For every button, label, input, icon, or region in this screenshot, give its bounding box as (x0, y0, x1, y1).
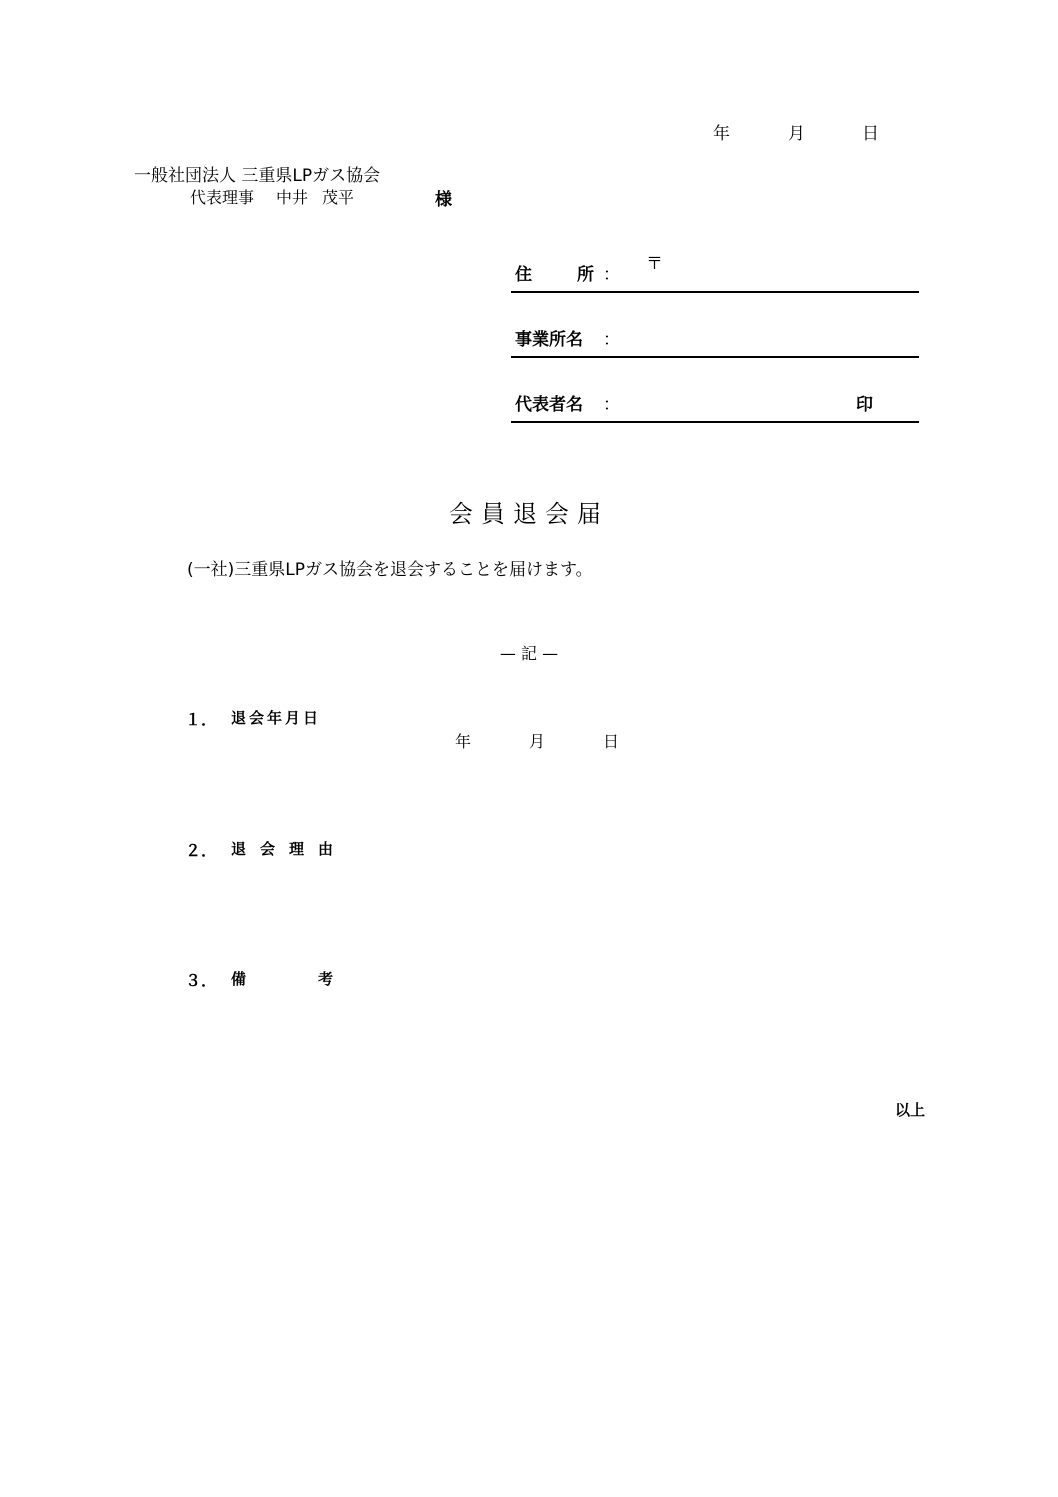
representative-underline (511, 421, 919, 423)
recipient-title: 代表理事 (190, 188, 255, 207)
closing-ijou: 以上 (895, 1101, 926, 1119)
document-title: 会員退会届 (449, 500, 609, 528)
withdrawal-statement: (一社)三重県LPガス協会を退会することを届けます。 (187, 560, 593, 580)
item-3-label-1: 備 (231, 970, 250, 988)
top-date-month: 月 (788, 124, 805, 144)
recipient-given-name: 茂平 (322, 188, 355, 207)
ki-heading: — 記 — (499, 644, 559, 663)
item-1-number: １． (185, 710, 218, 729)
top-date-day: 日 (862, 124, 879, 144)
office-name-colon: ： (603, 330, 620, 350)
top-date-year: 年 (713, 124, 730, 144)
representative-label: 代表者名 (515, 395, 583, 415)
item-1-label: 退会年月日 (231, 709, 322, 727)
recipient-organization: 一般社団法人 三重県LPガス協会 (134, 166, 381, 186)
seal-mark: 印 (856, 395, 873, 415)
office-name-underline (511, 356, 919, 358)
recipient-honorific: 様 (435, 190, 452, 210)
recipient-name (190, 185, 354, 208)
item-2-number: ２． (185, 841, 218, 860)
postal-mark: 〒 (646, 254, 663, 274)
recipient-family-name: 中井 (276, 188, 309, 207)
address-colon: ： (603, 265, 620, 285)
item-3-number: ３． (185, 971, 218, 990)
address-label-1: 住 (515, 265, 532, 285)
address-underline (511, 291, 919, 293)
withdrawal-date-day: 日 (603, 732, 620, 751)
item-2-label: 退会理由 (231, 840, 348, 858)
representative-colon: ： (603, 395, 620, 415)
office-name-label: 事業所名 (515, 330, 583, 350)
withdrawal-date-year: 年 (455, 732, 472, 751)
item-3-label-2: 考 (318, 970, 337, 988)
withdrawal-date-month: 月 (529, 732, 546, 751)
address-label-2: 所 (577, 265, 594, 285)
